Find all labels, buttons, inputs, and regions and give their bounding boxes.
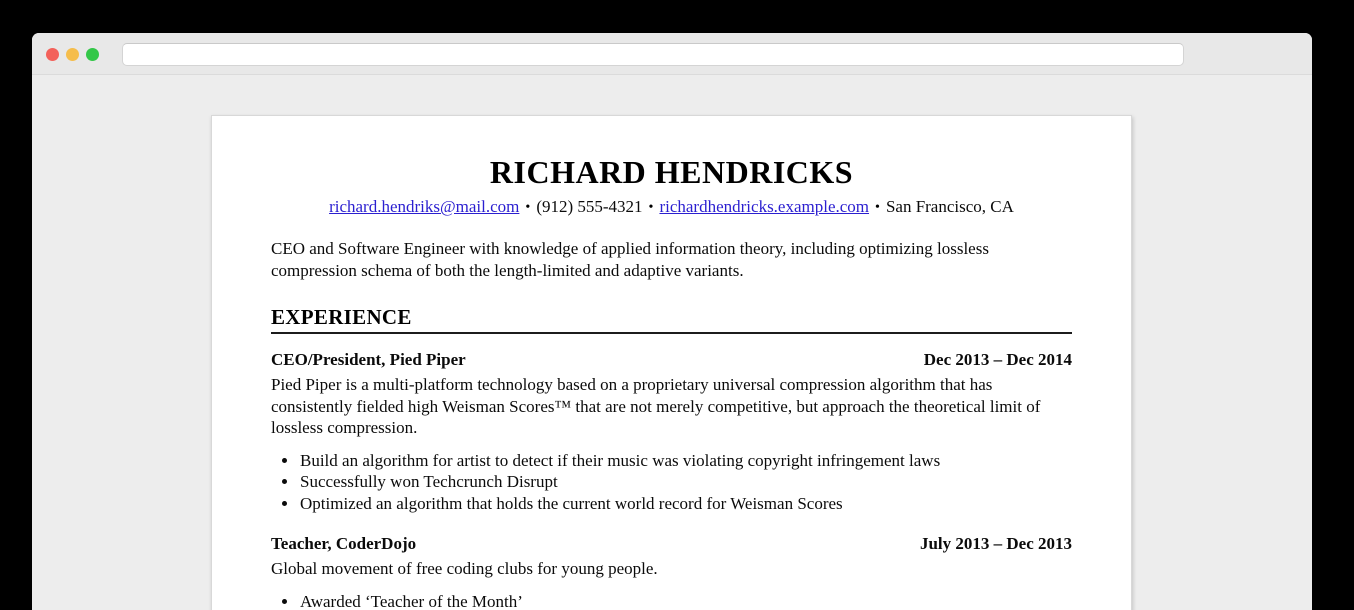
job-dates: Dec 2013 – Dec 2014 <box>923 350 1072 369</box>
job-entry-pied-piper <box>271 349 1072 514</box>
job-description: Global movement of free coding clubs for young people. <box>271 559 658 578</box>
resume-name: RICHARD HENDRICKS <box>489 154 854 190</box>
job-header <box>271 349 1072 370</box>
job-header <box>271 533 1072 554</box>
job-bullet: • Successfully won Techcrunch Disrupt <box>299 471 1072 493</box>
website-link[interactable]: richardhendricks.example.com <box>659 197 870 216</box>
window-controls <box>46 48 99 61</box>
location-text: San Francisco, CA <box>885 197 1014 216</box>
browser-viewport <box>32 75 1312 609</box>
email-link[interactable]: richard.hendriks@mail.com <box>329 197 520 216</box>
job-bullet: • Awarded ‘Teacher of the Month’ <box>299 591 1072 610</box>
job-bullet-list <box>271 591 1072 610</box>
maximize-window-button[interactable] <box>86 48 99 61</box>
resume-page <box>211 115 1132 610</box>
job-entry-coderdojo <box>271 533 1072 610</box>
job-description: Pied Piper is a multi-platform technology based on a proprietary universal compression algorithm that has consistently fielded high Weisman Scores™ that are not merely competitive, but approach the theoretical limit of lossless compression. <box>271 375 1041 437</box>
separator-dot: • <box>875 200 880 215</box>
contact-line <box>271 197 1072 218</box>
job-bullet: • Build an algorithm for artist to detect if their music was violating copyright infringement laws <box>299 450 1072 472</box>
close-window-button[interactable] <box>46 48 59 61</box>
browser-window <box>32 33 1312 610</box>
job-title: CEO/President, Pied Piper <box>271 350 466 369</box>
summary-text: CEO and Software Engineer with knowledge of applied information theory, including optimizing lossless compression schema of both the length-limited and adaptive variants. <box>271 239 989 280</box>
job-bullet-list <box>271 450 1072 515</box>
job-title: Teacher, CoderDojo <box>271 534 417 553</box>
url-input[interactable] <box>122 43 1184 66</box>
separator-dot: • <box>648 200 654 215</box>
job-bullet: • Optimized an algorithm that holds the current world record for Weisman Scores <box>299 493 1072 515</box>
section-heading-experience: EXPERIENCE <box>271 306 1072 334</box>
browser-toolbar <box>32 33 1312 75</box>
minimize-window-button[interactable] <box>66 48 79 61</box>
phone-number: (912) 555-4321 <box>536 197 643 216</box>
job-dates: July 2013 – Dec 2013 <box>919 534 1072 553</box>
separator-dot: • <box>525 200 531 215</box>
